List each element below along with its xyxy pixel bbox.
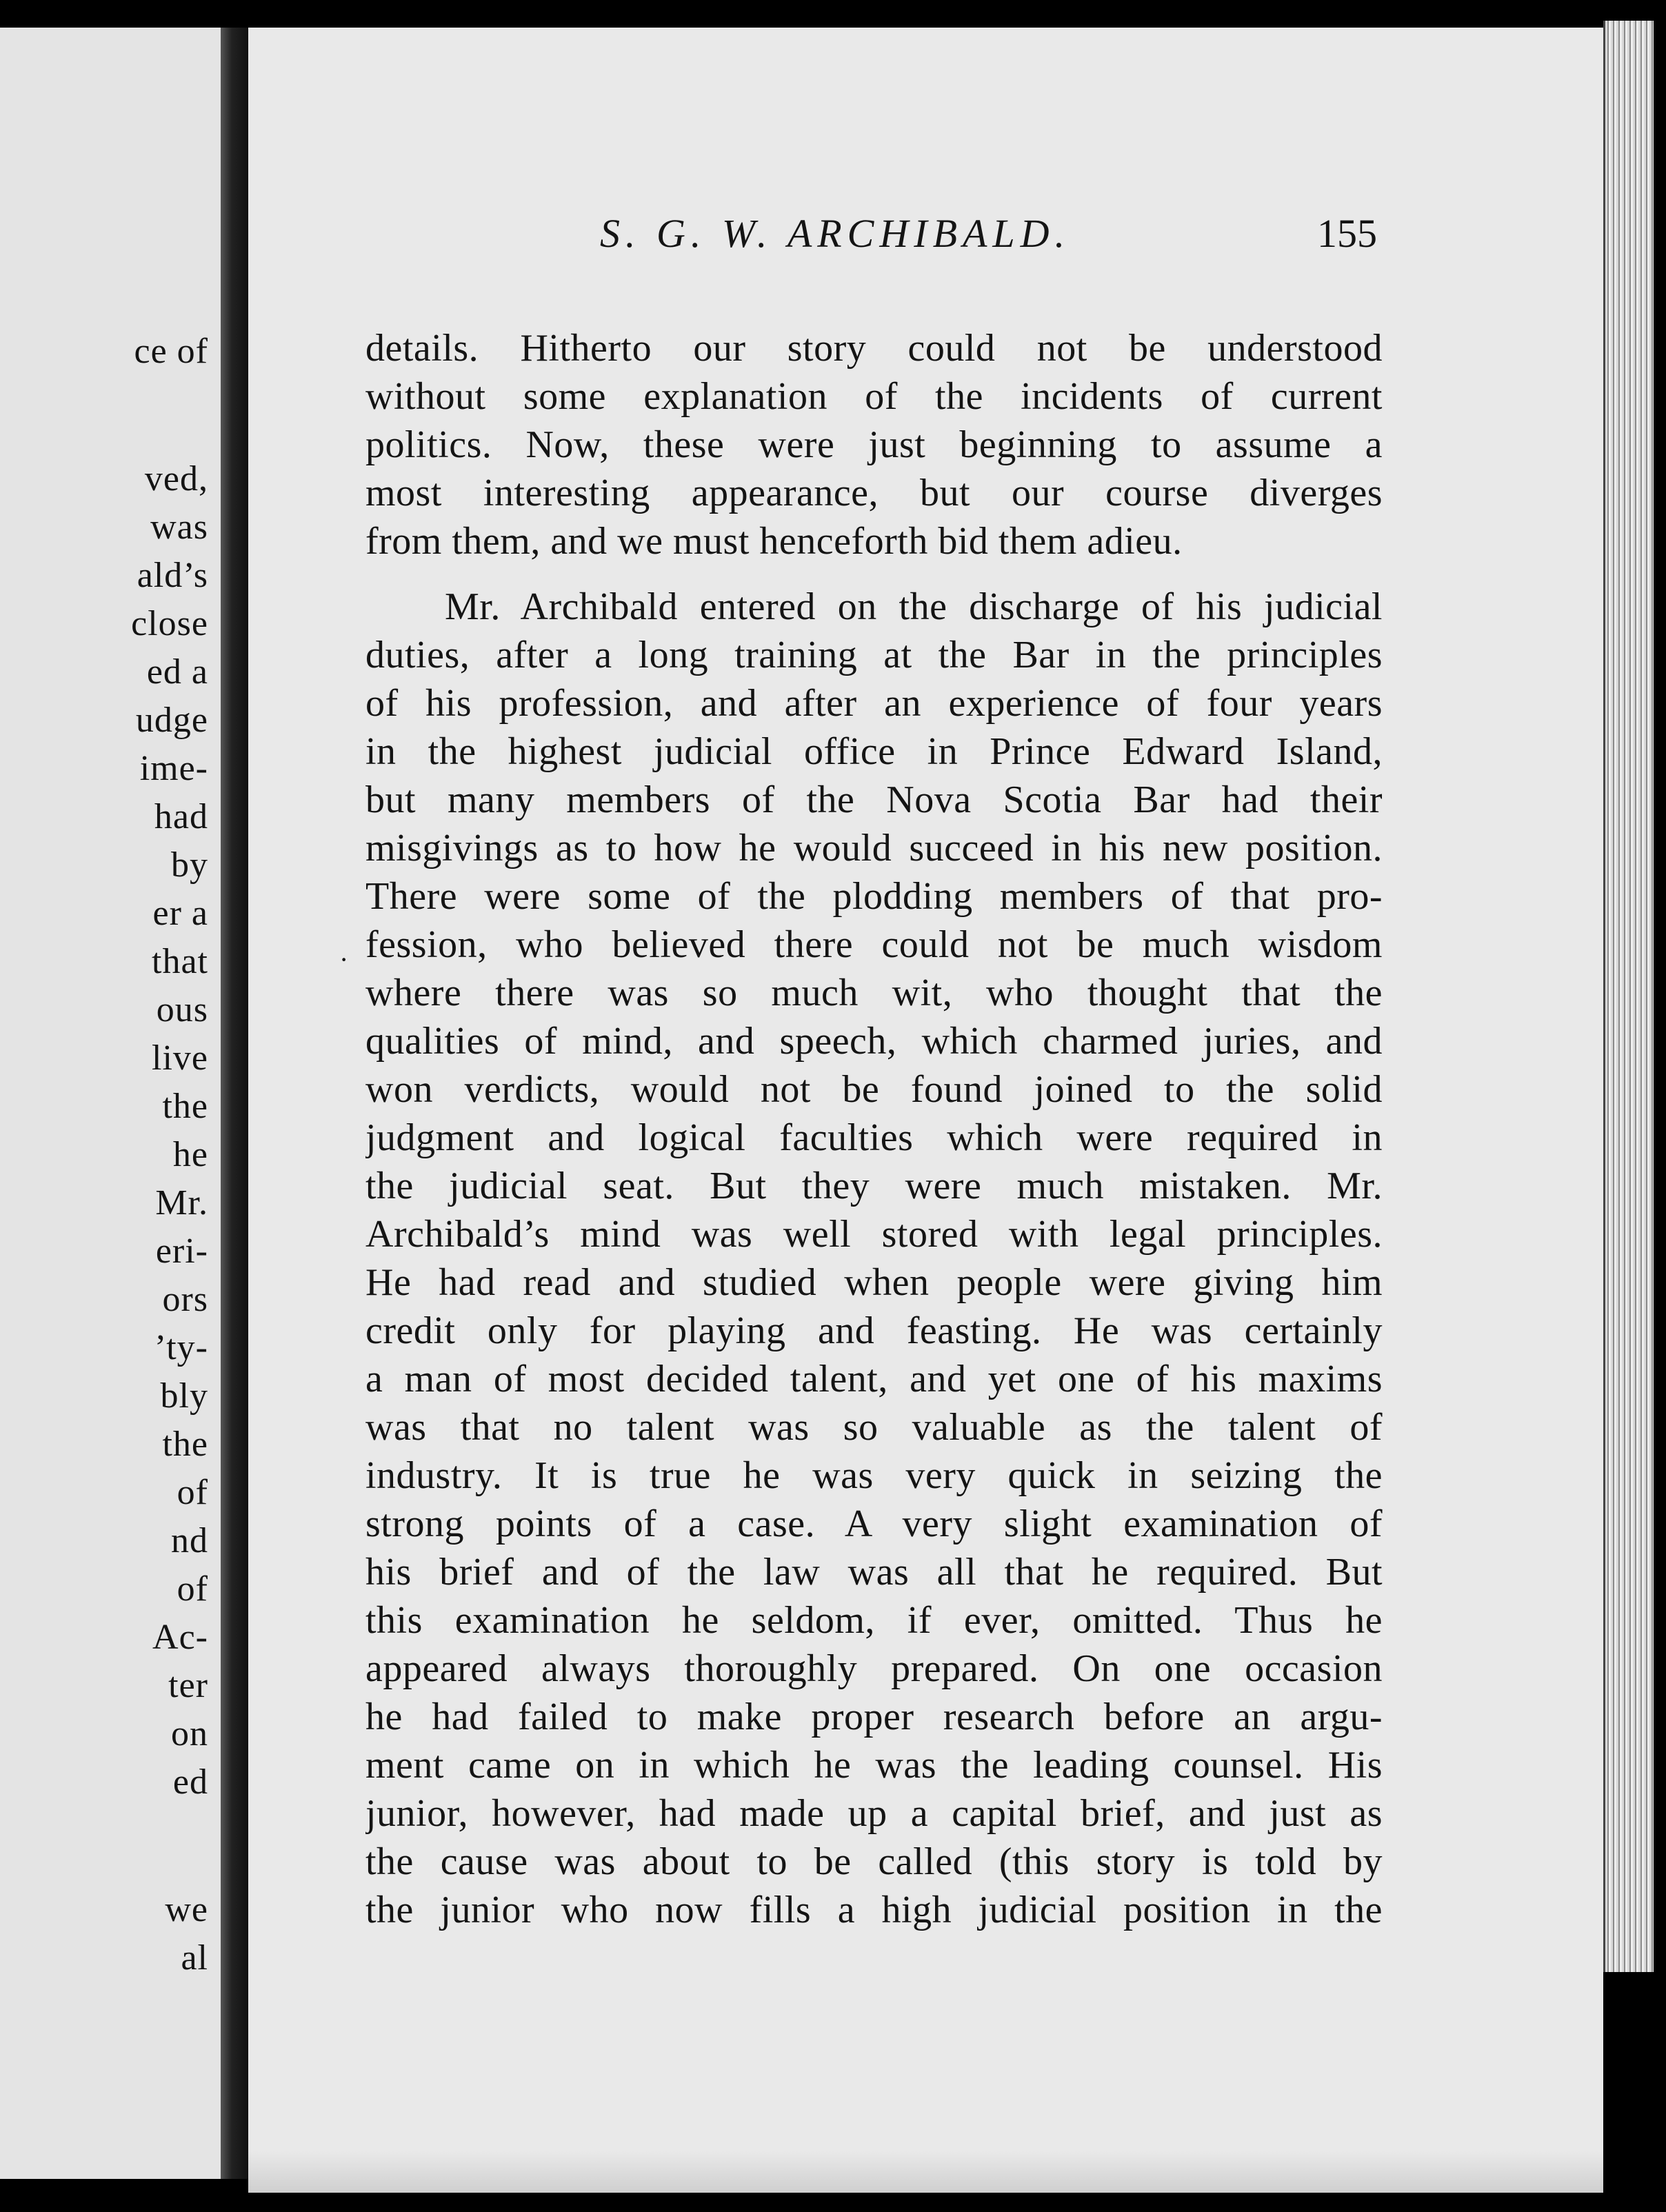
- left-line: was: [150, 507, 208, 547]
- body-line: industry. It is true he was very quick in seizing the: [365, 1455, 1383, 1496]
- left-line: ved,: [144, 459, 208, 499]
- body-line: misgivings as to how he would succeed in his new position.: [365, 827, 1383, 869]
- left-line: ime-: [139, 749, 208, 788]
- body-line: appeared always thoroughly prepared. On one occasion: [365, 1648, 1383, 1689]
- body-line: won verdicts, would not be found joined to the solid: [365, 1069, 1383, 1110]
- left-line: close: [131, 604, 208, 643]
- body-line: the judicial seat. But they were much mistaken. Mr.: [365, 1165, 1383, 1207]
- body-line: he had failed to make proper research before an argu-: [365, 1696, 1383, 1738]
- left-line: that: [152, 942, 208, 981]
- left-line: we: [165, 1890, 208, 1929]
- body-line: qualities of mind, and speech, which charmed juries, and: [365, 1020, 1383, 1062]
- left-line: nd: [171, 1521, 208, 1560]
- body-line: credit only for playing and feasting. He was certainly: [365, 1310, 1383, 1351]
- book-gutter: [221, 28, 248, 2179]
- body-line: most interesting appearance, but our course diverges: [365, 472, 1383, 514]
- left-line: of: [177, 1569, 208, 1609]
- left-line: the: [162, 1087, 208, 1126]
- body-line: in the highest judicial office in Prince Edward Island,: [365, 731, 1383, 772]
- body-line: this examination he seldom, if ever, omitted. Thus he: [365, 1600, 1383, 1641]
- left-line: on: [171, 1714, 208, 1753]
- body-line: Archibald’s mind was well stored with legal principles.: [365, 1214, 1383, 1255]
- body-line: junior, however, had made up a capital brief, and just as: [365, 1793, 1383, 1834]
- left-line: ous: [156, 990, 208, 1029]
- body-line: his brief and of the law was all that he required. But: [365, 1551, 1383, 1593]
- body-line: from them, and we must henceforth bid them adieu.: [365, 521, 1183, 562]
- left-line: live: [152, 1038, 208, 1078]
- body-line: He had read and studied when people were giving him: [365, 1262, 1383, 1303]
- body-line: judgment and logical faculties which were required in: [365, 1117, 1383, 1158]
- body-line: duties, after a long training at the Bar in the principles: [365, 634, 1383, 676]
- left-line: of: [177, 1473, 208, 1512]
- margin-dot: ·: [339, 944, 349, 975]
- left-line: eri-: [155, 1231, 208, 1271]
- body-line: a man of most decided talent, and yet one of his maxims: [365, 1358, 1383, 1400]
- body-line: details. Hitherto our story could not be understood: [365, 328, 1383, 369]
- left-line: ’ty-: [154, 1328, 208, 1367]
- left-line: bly: [160, 1376, 208, 1416]
- left-line: al: [181, 1938, 208, 1978]
- body-line: politics. Now, these were just beginning to assume a: [365, 424, 1383, 465]
- left-line: ter: [168, 1666, 208, 1705]
- body-line: of his profession, and after an experience of four years: [365, 683, 1383, 724]
- body-line: without some explanation of the incidents of current: [365, 376, 1383, 417]
- left-line: er a: [152, 894, 208, 933]
- body-line: but many members of the Nova Scotia Bar had their: [365, 779, 1383, 821]
- left-line: ald’s: [137, 556, 208, 595]
- page-edges: [1603, 21, 1654, 1972]
- left-line: had: [154, 797, 208, 836]
- left-page-fragment: [0, 28, 223, 2179]
- body-line: There were some of the plodding members of that pro-: [365, 876, 1383, 917]
- body-line: fession, who believed there could not be much wisdom: [365, 924, 1383, 965]
- left-line: the: [162, 1425, 208, 1464]
- left-line: ed: [172, 1762, 208, 1802]
- body-line: strong points of a case. A very slight examination of: [365, 1503, 1383, 1545]
- page-bottom-shadow: [248, 2151, 1603, 2193]
- body-line: Mr. Archibald entered on the discharge of his judicial: [445, 586, 1383, 627]
- body-line: ment came on in which he was the leading counsel. His: [365, 1745, 1383, 1786]
- left-line: by: [171, 845, 208, 885]
- body-line: the junior who now fills a high judicial position in the: [365, 1889, 1383, 1931]
- running-title: S. G. W. ARCHIBALD.: [600, 211, 1071, 256]
- body-line: where there was so much wit, who thought that the: [365, 972, 1383, 1014]
- body-line: the cause was about to be called (this story is told by: [365, 1841, 1383, 1882]
- left-line: he: [172, 1135, 208, 1174]
- left-line: Ac-: [152, 1618, 208, 1657]
- left-line: Mr.: [155, 1183, 208, 1223]
- left-line: ed a: [146, 652, 208, 692]
- left-line: udge: [135, 701, 208, 740]
- body-line: was that no talent was so valuable as the talent of: [365, 1407, 1383, 1448]
- left-line: ce of: [134, 332, 208, 371]
- page-number: 155: [1317, 211, 1377, 256]
- left-line: ors: [162, 1280, 208, 1319]
